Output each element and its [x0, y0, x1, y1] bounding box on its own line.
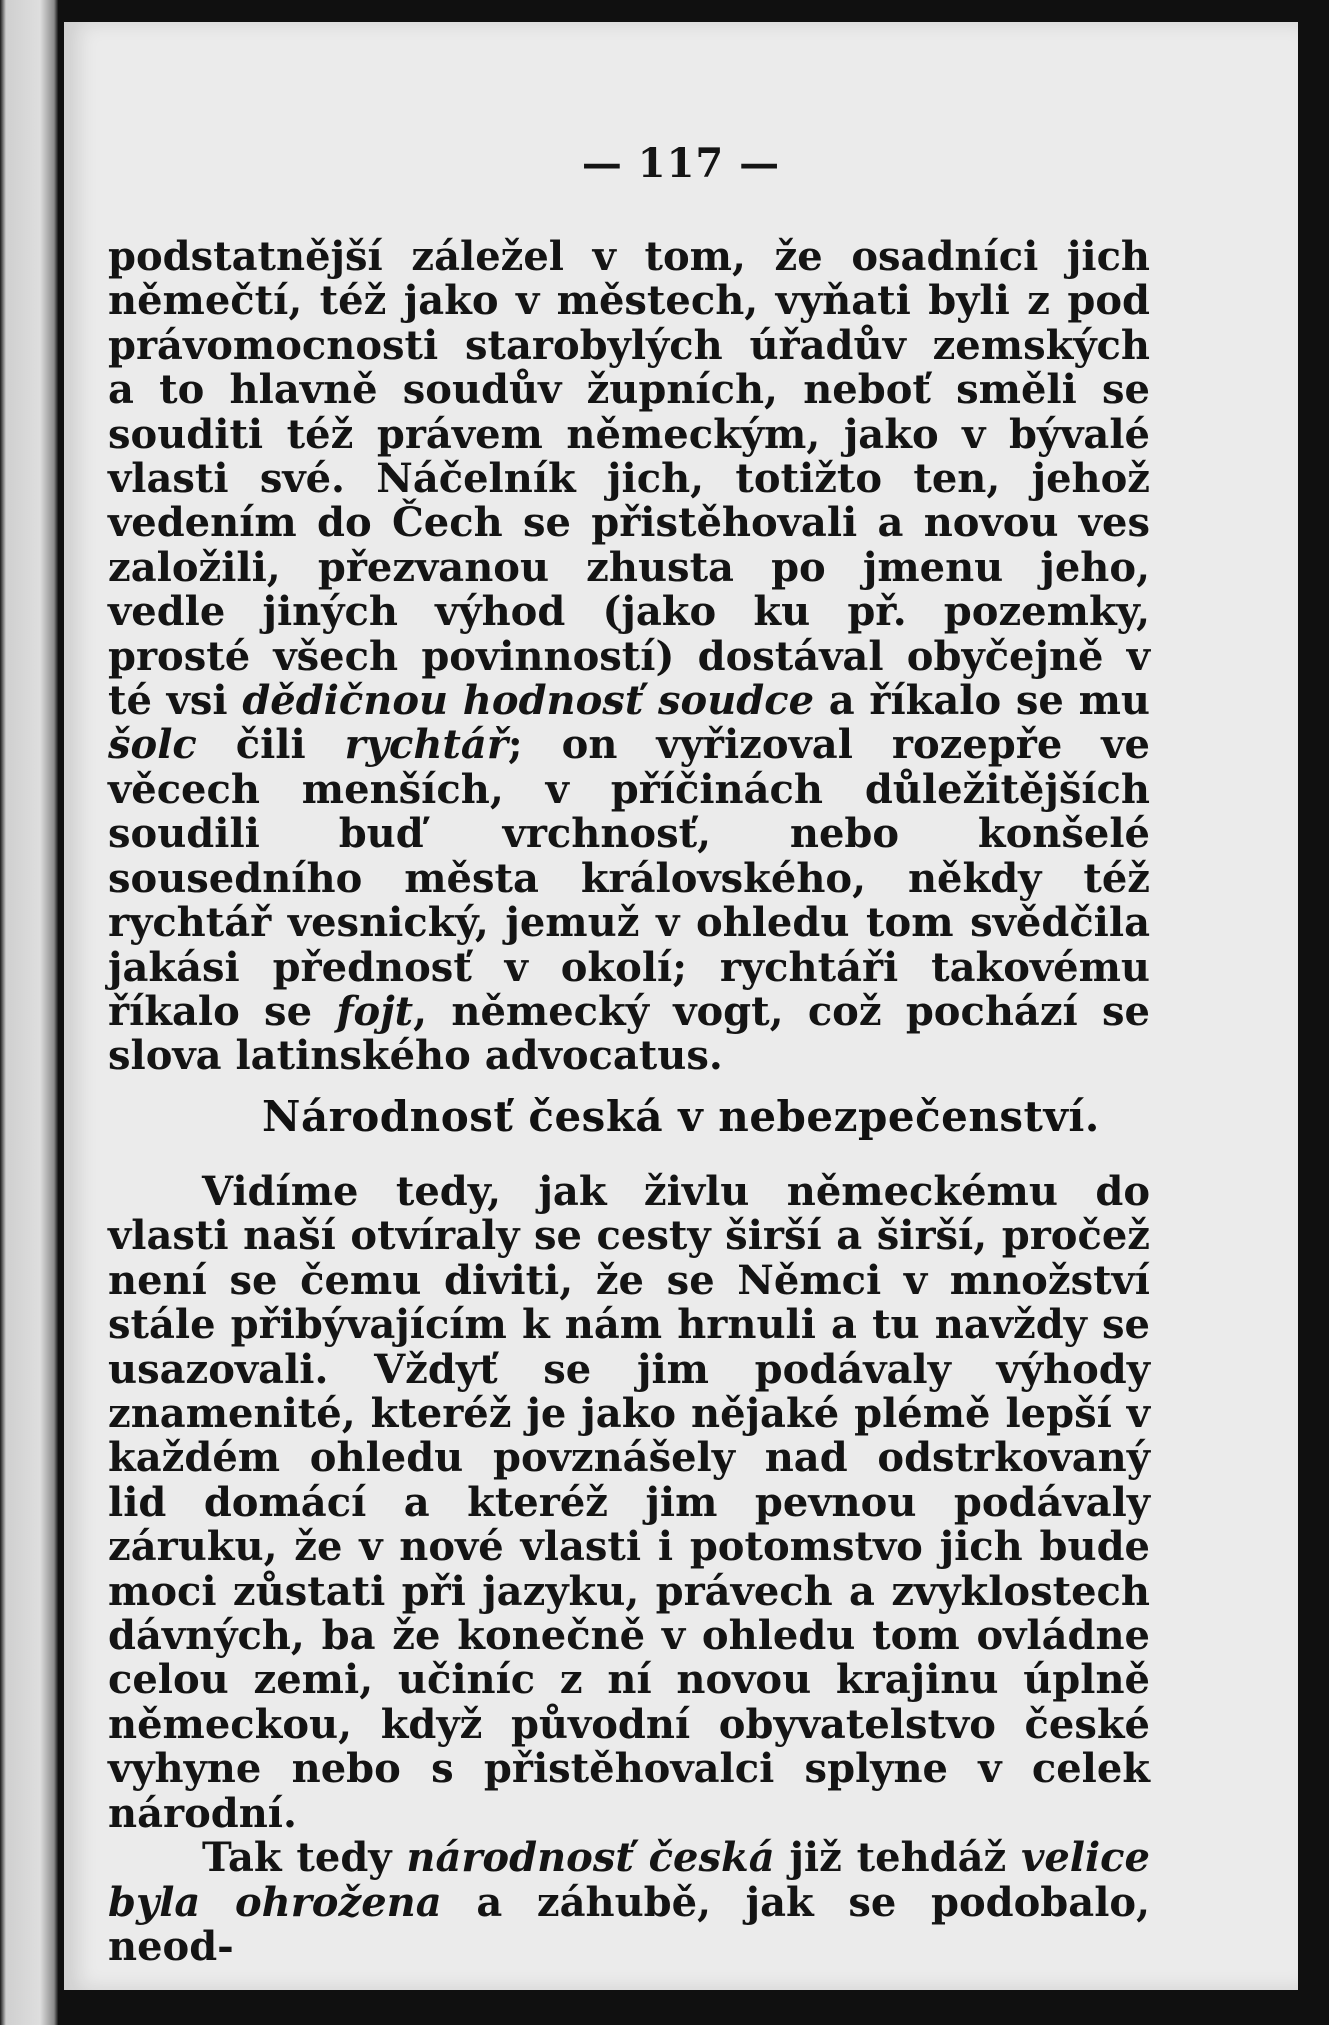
emphasis-fojt: fojt — [336, 987, 414, 1035]
page — [64, 22, 1298, 1990]
page-number: — 117 — — [581, 140, 781, 187]
section-body — [108, 1170, 1150, 1969]
emphasis-solc: šolc — [108, 721, 197, 769]
paragraph-1-text: a říkalo se mu — [828, 677, 1150, 725]
section-title: Národnosť česká v nebezpečenství. — [262, 1092, 1100, 1141]
paragraph-3-text: Tak tedy — [202, 1834, 392, 1882]
paragraph-2: Vidíme tedy, jak živlu německému do vlasti naší otvíraly se cesty širší a širší, pročež není se čemu diviti, že se Němci v množství stále přibývajícím k nám hrnuli a tu navždy se usazovali. Vždyť se jim podávaly výhody znamenité, kteréž je jako nějaké plémě lepší v každém ohledu povznášely nad odstrkovaný lid domácí a kteréž jim pevnou podávaly záruku, že v nové vlasti i potomstvo jich bude moci zůstati při jazyku, právech a zvyklostech dávných, ba že konečně v ohledu tom ovládne celou zemi, učiníc z ní novou krajinu úplně německou, když původní obyvatelstvo české vyhyne nebo s přistěhovalci splyne v celek národní. — [108, 1168, 1150, 1837]
paragraph-1-text: , německý vogt, což pochází se slova latinského advocatus. — [108, 987, 1150, 1080]
emphasis-hereditary-judge: dědičnou hodnosť soudce — [242, 677, 815, 725]
emphasis-czech-nationality: národnosť česká — [406, 1834, 775, 1882]
paragraph-3 — [108, 1836, 1150, 1969]
paragraph-1 — [108, 235, 1150, 1079]
paragraph-3-text: již tehdáž — [789, 1834, 1007, 1882]
previous-page-edge — [0, 0, 58, 2025]
paragraph-3-text: a záhubě, jak se podobalo, neod- — [108, 1878, 1150, 1970]
paragraph-1-text: čili — [235, 721, 306, 769]
emphasis-greatly-endangered: velice byla ohrožena — [108, 1834, 1150, 1926]
paragraph-1-text: ; on vyřizoval rozepře ve věcech menších, v příčinách důležitějších soudili buď vrchnosť, nebo konšelé sousedního města královského, někdy též rychtář vesnický, jemuž v ohledu tom svědčila jakási přednosť v okolí; rychtáři takovému říkalo se — [108, 721, 1150, 1035]
paragraph-1-text: podstatnější záležel v tom, že osadníci jich němečtí, též jako v městech, vyňati byli z pod právomocnosti starobylých úřadův zemských a to hlavně soudův župních, neboť směli se souditi též právem německým, jako v bývalé vlasti své. Náčelník jich, totižto ten, jehož vedením do Čech se přistěhovali a novou ves založili, přezvanou zhusta po jmenu jeho, vedle jiných výhod (jako ku př. pozemky, prosté všech povinností) dostával obyčejně v té vsi — [108, 233, 1150, 725]
emphasis-rychtar: rychtář — [344, 721, 508, 769]
